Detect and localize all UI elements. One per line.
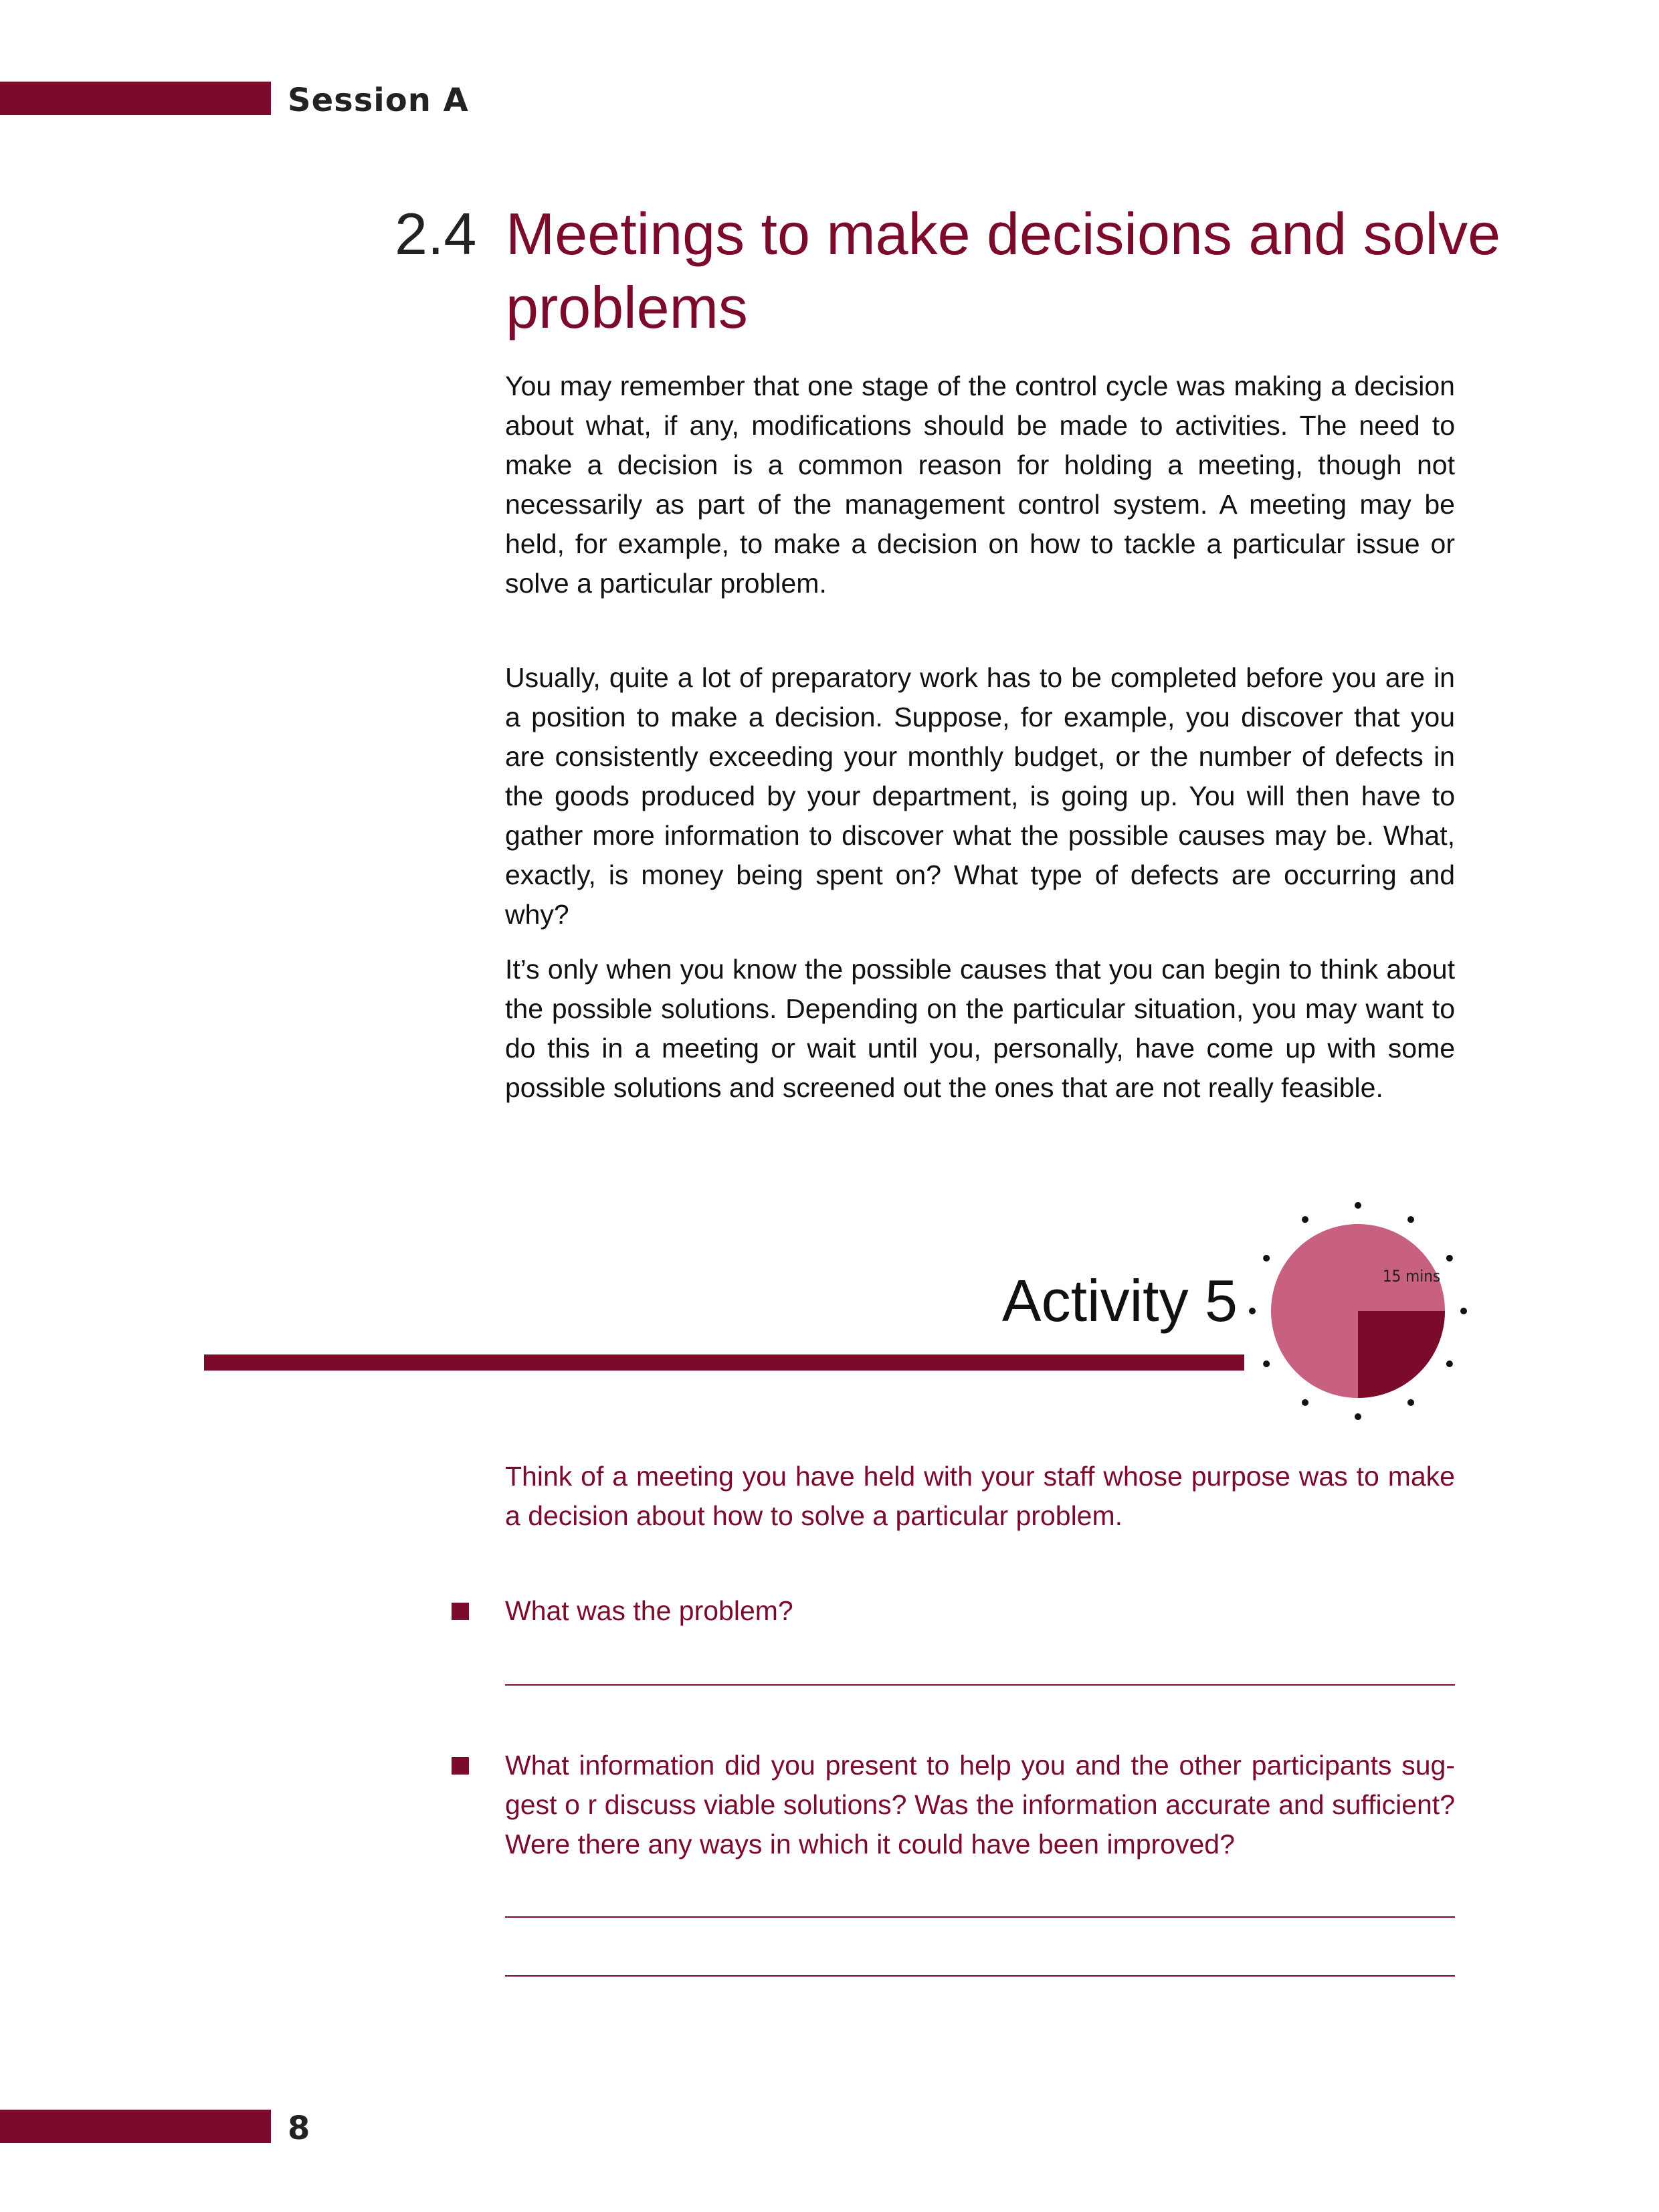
timer-clock-icon [1244, 1197, 1472, 1425]
timer-tick [1355, 1413, 1361, 1420]
question-bullet-2 [452, 1757, 469, 1775]
timer-tick [1263, 1255, 1270, 1262]
answer-line-1[interactable] [505, 1684, 1455, 1686]
activity-intro: Think of a meeting you have held with your staff whose purpose was to make a decision about how to solve a particular problem. [505, 1461, 1455, 1531]
activity-question-1: What was the problem? [505, 1595, 793, 1626]
activity-title: Activity 5 [1001, 1268, 1238, 1334]
timer-tick [1302, 1399, 1308, 1406]
timer-tick [1460, 1308, 1467, 1314]
section-title: Meetings to make decisions and solve problems [506, 201, 1501, 340]
body-paragraph-2: Usually, quite a lot of preparatory work has to be completed before you are in a position to make a decision. Suppose, for example, you discover that you are consistently exceeding your monthly budget, or the number of defects in the goods produced by your department, is going up. You will then have to gather more information to discover what the possible causes may be. What, exactly, is money being spent on? What type of defects are occurring and why? [505, 662, 1455, 930]
answer-line-2[interactable] [505, 1916, 1455, 1918]
header-bar [0, 82, 271, 115]
session-label: Session A [288, 82, 469, 119]
activity-rule [204, 1354, 1244, 1371]
timer-tick [1407, 1399, 1414, 1406]
section-number: 2.4 [395, 201, 477, 267]
timer-tick [1302, 1216, 1308, 1223]
timer-tick [1249, 1308, 1256, 1314]
timer-tick [1263, 1361, 1270, 1367]
body-paragraph-1: You may remember that one stage of the control cycle was making a decision about what, if any, modifications should be made to activities. The need to make a decision is a common reason for holding a meeting, though not necessarily as part of the management control system. A meeting may be held, for example, to make a decision on how to tackle a particular issue or solve a particular problem. [505, 371, 1455, 599]
question-bullet-1 [452, 1603, 469, 1620]
footer-bar [0, 2110, 271, 2143]
timer-label: 15 mins [1382, 1267, 1441, 1286]
page-number: 8 [288, 2110, 310, 2147]
activity-question-2: What information did you present to help you and the other participants sug-gest o r discuss viable solutions? Was the information accurate and sufficient? Were there any ways in which it could have been improved? [505, 1750, 1455, 1859]
timer-tick [1355, 1202, 1361, 1209]
answer-line-3[interactable] [505, 1975, 1455, 1977]
timer-tick [1407, 1216, 1414, 1223]
timer-tick [1446, 1361, 1453, 1367]
timer-elapsed-wedge [1358, 1311, 1445, 1398]
timer-tick [1446, 1255, 1453, 1262]
body-paragraph-3: It’s only when you know the possible causes that you can begin to think about the possible solutions. Depending on the particular situation, you may want to do this in a meeting or wait until you, personally, have come up with some possible solutions and screened out the ones that are not really feasible. [505, 954, 1455, 1103]
